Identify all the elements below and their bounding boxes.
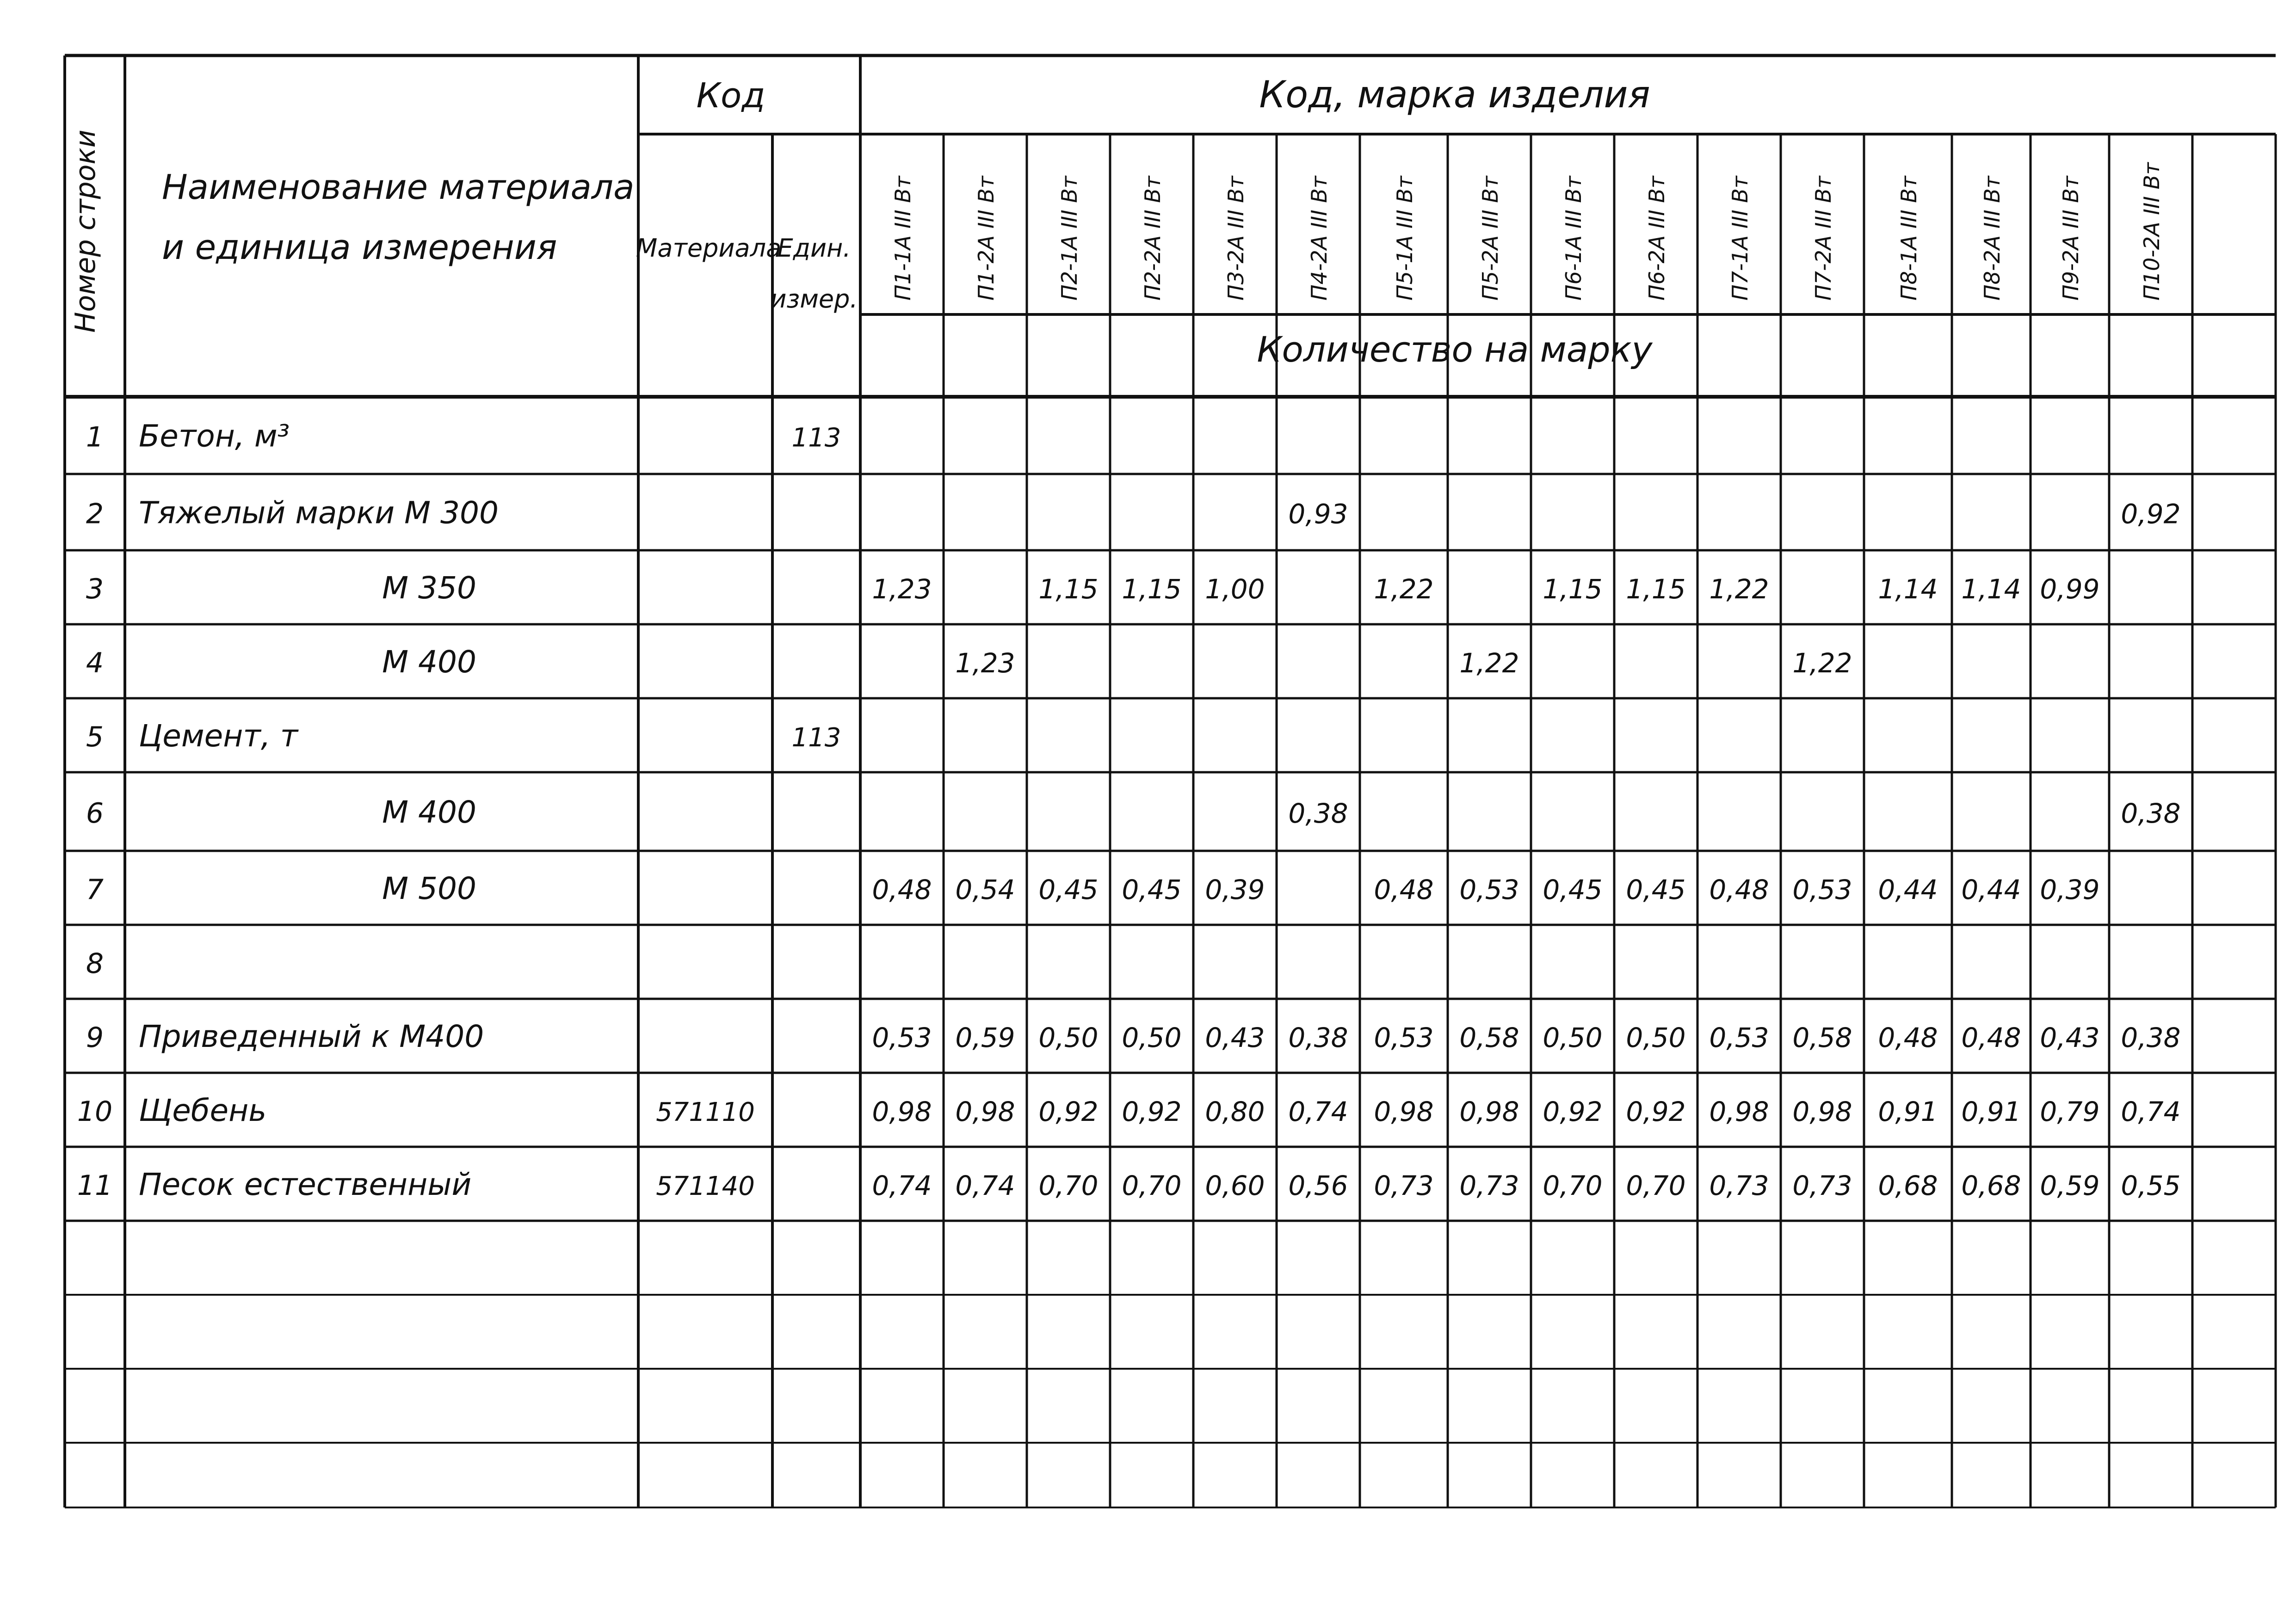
quantity-value: 1,00 [1205, 573, 1265, 605]
row-number: 9 [86, 1021, 104, 1054]
material-name: Цемент, т [139, 718, 298, 754]
quantity-value: 0,38 [1288, 798, 1348, 829]
row-number: 4 [86, 647, 104, 679]
row-number: 2 [86, 498, 104, 530]
quantity-value: 0,74 [2121, 1096, 2181, 1127]
quantity-value: 0,98 [1709, 1096, 1769, 1127]
quantity-value: 0,38 [2121, 1022, 2181, 1053]
product-column-label: П10-2А III Вт [2139, 162, 2164, 301]
row-number: 5 [86, 721, 104, 753]
quantity-value: 0,45 [1122, 874, 1182, 905]
product-column-label: П6-2А III Вт [1644, 176, 1669, 301]
quantity-value: 0,98 [1374, 1096, 1434, 1127]
header-code-unit-line2: измер. [770, 284, 858, 314]
header-quantity-per-mark: Количество на марку [1257, 329, 1653, 370]
quantity-value: 0,99 [2040, 573, 2100, 605]
product-column-label: П1-1А III Вт [890, 176, 915, 301]
quantity-value: 0,92 [2121, 498, 2181, 530]
quantity-value: 0,70 [1626, 1170, 1686, 1201]
header-name-line1: Наименование материала [162, 167, 635, 207]
quantity-value: 0,74 [955, 1170, 1015, 1201]
quantity-value: 0,53 [1792, 874, 1852, 905]
quantity-value: 0,38 [1288, 1022, 1348, 1053]
quantity-value: 0,45 [1626, 874, 1686, 905]
quantity-value: 0,68 [1961, 1170, 2021, 1201]
product-column-label: П1-2А III Вт [974, 176, 999, 301]
quantity-value: 0,92 [1626, 1096, 1686, 1127]
product-column-label: П6-1А III Вт [1561, 176, 1586, 301]
quantity-value: 0,54 [955, 874, 1015, 905]
quantity-value: 0,98 [872, 1096, 932, 1127]
quantity-value: 0,58 [1459, 1022, 1519, 1053]
header-code: Код [696, 76, 765, 116]
quantity-value: 0,53 [1374, 1022, 1434, 1053]
product-column-headers [890, 162, 2164, 301]
quantity-value: 0,73 [1374, 1170, 1434, 1201]
quantity-value: 0,73 [1709, 1170, 1769, 1201]
quantity-value: 1,23 [872, 573, 932, 605]
product-column-label: П5-2А III Вт [1478, 176, 1503, 301]
quantity-value: 0,98 [955, 1096, 1015, 1127]
quantity-value: 0,39 [2040, 874, 2100, 905]
quantity-value: 0,68 [1878, 1170, 1938, 1201]
row-number: 3 [86, 573, 104, 605]
product-column-label: П8-2А III Вт [1980, 176, 2005, 301]
quantity-value: 0,70 [1543, 1170, 1603, 1201]
material-name: М 400 [382, 794, 476, 830]
quantity-value: 0,53 [1459, 874, 1519, 905]
quantity-value: 1,22 [1459, 647, 1519, 679]
quantity-value: 0,73 [1792, 1170, 1852, 1201]
quantity-value: 0,39 [1205, 874, 1265, 905]
row-number: 10 [77, 1095, 113, 1128]
quantity-value: 0,55 [2121, 1170, 2181, 1201]
quantity-value: 1,22 [1374, 573, 1434, 605]
quantity-value: 1,22 [1709, 573, 1769, 605]
quantity-value: 0,43 [2040, 1022, 2100, 1053]
product-column-label: П5-1А III Вт [1392, 176, 1417, 301]
quantity-value: 0,80 [1205, 1096, 1265, 1127]
quantity-value: 0,98 [1459, 1096, 1519, 1127]
quantity-value: 0,60 [1205, 1170, 1265, 1201]
header-code-material: Материала [636, 234, 782, 263]
quantity-value: 0,50 [1038, 1022, 1099, 1053]
unit-code: 113 [791, 723, 841, 753]
header-code-unit-line1: Един. [777, 234, 851, 263]
material-name: М 500 [382, 871, 476, 906]
product-column-label: П3-2А III Вт [1223, 176, 1248, 301]
quantity-value: 0,50 [1122, 1022, 1182, 1053]
quantity-value: 0,45 [1543, 874, 1603, 905]
material-code: 571110 [656, 1097, 755, 1127]
quantity-value: 0,56 [1288, 1170, 1348, 1201]
quantity-value: 0,70 [1122, 1170, 1182, 1201]
quantity-value: 1,15 [1038, 573, 1099, 605]
quantity-value: 0,58 [1792, 1022, 1852, 1053]
quantity-value: 1,14 [1878, 573, 1938, 605]
material-name: Бетон, м³ [139, 418, 290, 454]
quantity-value: 0,91 [1961, 1096, 2021, 1127]
quantity-value: 0,48 [1961, 1022, 2021, 1053]
product-column-label: П9-2А III Вт [2058, 176, 2083, 301]
quantity-value: 0,48 [1374, 874, 1434, 905]
quantity-value: 1,15 [1543, 573, 1603, 605]
quantity-value: 0,38 [2121, 798, 2181, 829]
quantity-value: 0,70 [1038, 1170, 1099, 1201]
product-column-label: П8-1А III Вт [1896, 176, 1921, 301]
material-name: Песок естественный [139, 1167, 472, 1202]
product-column-label: П2-2А III Вт [1140, 176, 1165, 301]
quantity-value: 0,53 [872, 1022, 932, 1053]
row-number: 1 [86, 421, 104, 454]
quantity-value: 0,48 [1878, 1022, 1938, 1053]
quantity-value: 0,53 [1709, 1022, 1769, 1053]
quantity-value: 0,43 [1205, 1022, 1265, 1053]
quantity-value: 0,48 [872, 874, 932, 905]
quantity-value: 0,48 [1709, 874, 1769, 905]
material-name: Щебень [139, 1093, 267, 1128]
quantity-value: 1,22 [1792, 647, 1852, 679]
product-column-label: П4-2А III Вт [1307, 176, 1332, 301]
quantity-value: 0,50 [1543, 1022, 1603, 1053]
quantity-value: 0,59 [955, 1022, 1015, 1053]
quantity-value: 1,14 [1961, 573, 2021, 605]
quantity-value: 0,50 [1626, 1022, 1686, 1053]
quantity-value: 1,15 [1626, 573, 1686, 605]
product-column-label: П2-1А III Вт [1057, 176, 1082, 301]
quantity-value: 0,44 [1961, 874, 2021, 905]
quantity-value: 0,74 [872, 1170, 932, 1201]
quantity-value: 0,93 [1288, 498, 1348, 530]
header-product-code: Код, марка изделия [1259, 73, 1650, 116]
row-number: 8 [86, 947, 104, 980]
quantity-value: 1,15 [1122, 573, 1182, 605]
quantity-value: 0,74 [1288, 1096, 1348, 1127]
row-number: 7 [86, 874, 104, 906]
material-name: Приведенный к М400 [139, 1019, 484, 1054]
quantity-value: 0,45 [1038, 874, 1099, 905]
quantity-value: 0,92 [1543, 1096, 1603, 1127]
material-name: М 350 [382, 570, 476, 606]
row-number: 6 [86, 797, 104, 830]
quantity-value: 0,92 [1122, 1096, 1182, 1127]
quantity-value: 0,98 [1792, 1096, 1852, 1127]
quantity-value: 0,92 [1038, 1096, 1099, 1127]
quantity-value: 1,23 [955, 647, 1015, 679]
header-name-line2: и единица измерения [162, 228, 557, 267]
quantity-value: 0,44 [1878, 874, 1938, 905]
material-code: 571140 [656, 1171, 755, 1201]
material-name: М 400 [382, 644, 476, 680]
product-column-label: П7-1А III Вт [1728, 176, 1753, 301]
unit-code: 113 [791, 423, 841, 453]
product-column-label: П7-2А III Вт [1811, 176, 1836, 301]
quantity-value: 0,91 [1878, 1096, 1938, 1127]
material-name: Тяжелый марки М 300 [139, 495, 499, 531]
quantity-value: 0,73 [1459, 1170, 1519, 1201]
row-number: 11 [77, 1169, 113, 1202]
header-row-number: Номер строки [69, 129, 102, 333]
table-grid [65, 55, 2276, 1507]
quantity-value: 0,59 [2040, 1170, 2100, 1201]
quantity-value: 0,79 [2040, 1096, 2100, 1127]
